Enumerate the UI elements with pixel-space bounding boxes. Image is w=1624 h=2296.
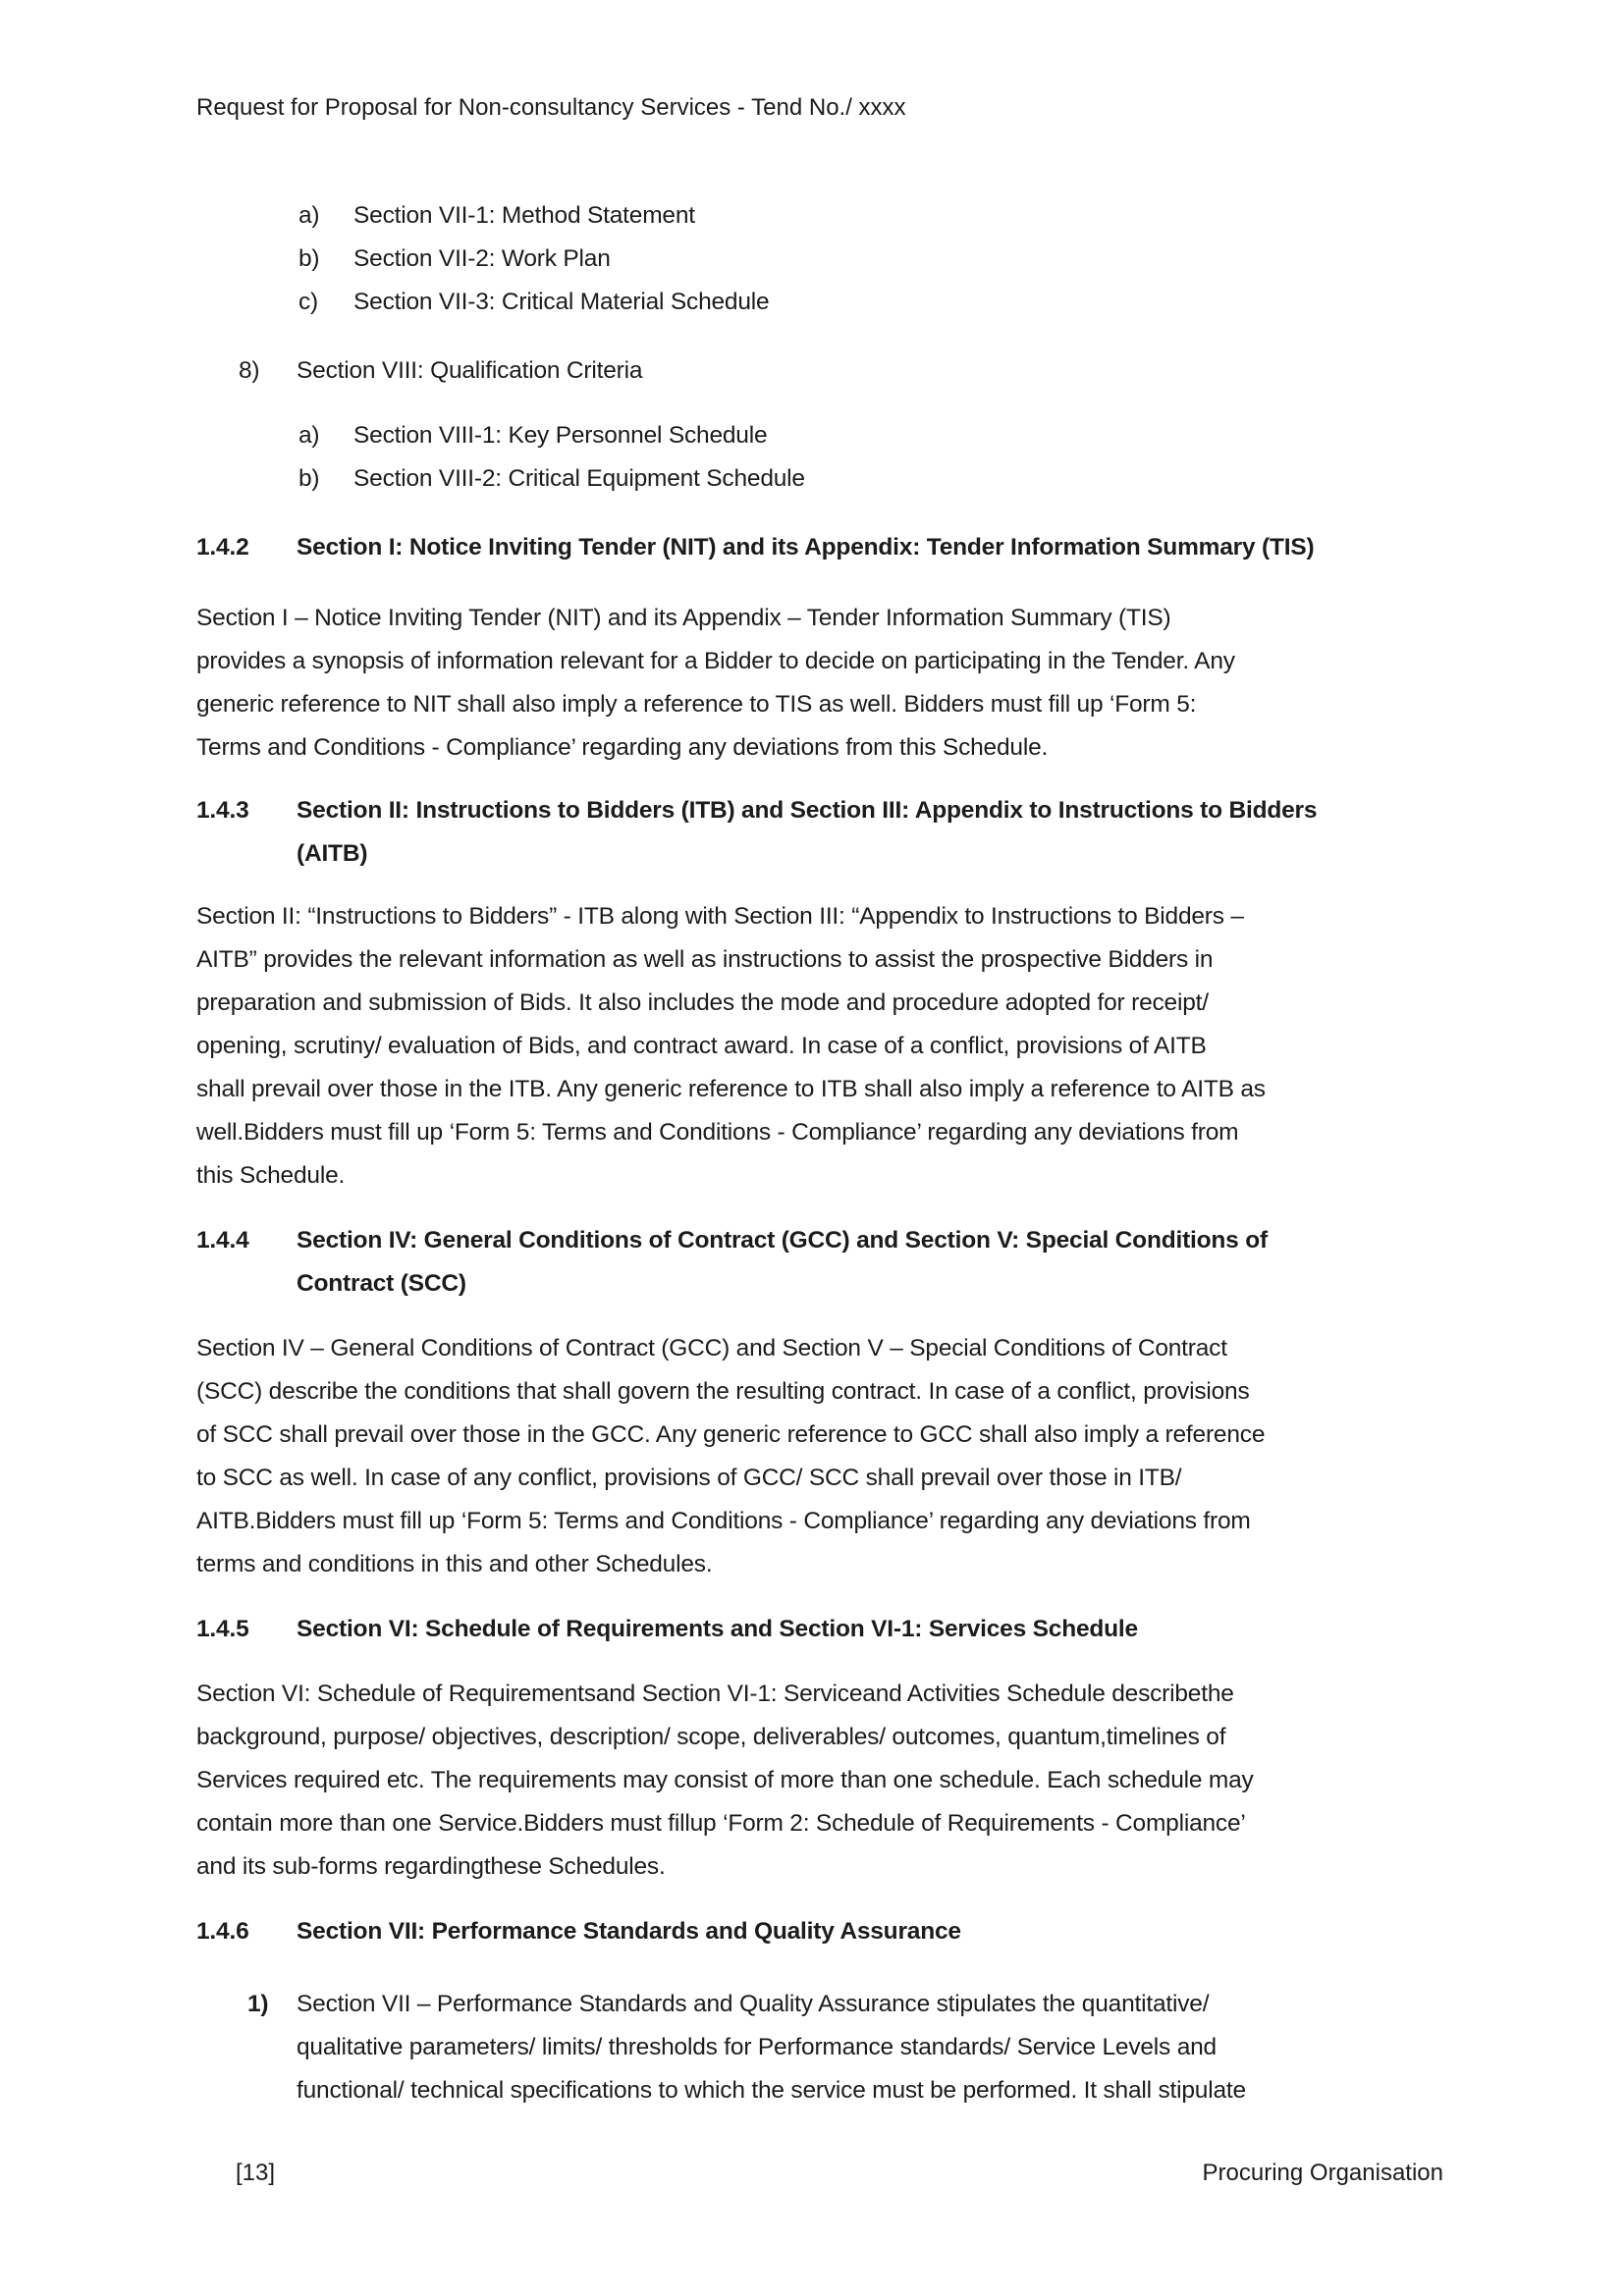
- list-item-label: c): [298, 289, 319, 315]
- section-title: Section IV: General Conditions of Contract (GCC) and Section V: Special Conditions of Contract (SCC): [297, 1227, 1268, 1297]
- section-vii-sublist: [196, 194, 1443, 324]
- section-heading-1-4-4: [196, 1219, 1443, 1306]
- section-paragraph-1-4-5: Section VI: Schedule of Requirementsand Section VI-1: Serviceand Activities Schedule describethe background, purpose/ objectives, description/ scope, deliverables/ outcomes, quantum,timelines of Services required etc. The requirements may consist of more than one schedule. Each schedule may contain more than one Service.Bidders must fillup ‘Form 2: Schedule of Requirements - Compliance’ and its sub-forms regardingthese Schedules.: [196, 1681, 1254, 1880]
- list-item-text: Section VIII-2: Critical Equipment Schedule: [353, 465, 805, 492]
- page-header: [0, 0, 1624, 126]
- document-body: [0, 194, 1624, 2112]
- list-item-label: a): [298, 202, 320, 229]
- section-number: 1.4.5: [196, 1616, 249, 1642]
- section-paragraph-1-4-4: Section IV – General Conditions of Contract (GCC) and Section V – Special Conditions of Contract (SCC) describe the conditions that shall govern the resulting contract. In case of a conflict, provisions of SCC shall prevail over those in the GCC. Any generic reference to GCC shall also imply a reference to SCC as well. In case of any conflict, provisions of GCC/ SCC shall prevail over those in ITB/ AITB.Bidders must fill up ‘Form 5: Terms and Conditions - Compliance’ regarding any deviations from terms and conditions in this and other Schedules.: [196, 1335, 1266, 1577]
- list-item-label: a): [298, 422, 320, 449]
- numbered-item-label: 1): [247, 1991, 269, 2017]
- section-number: 1.4.2: [196, 534, 249, 561]
- page-footer: [236, 2158, 1443, 2189]
- section-heading-1-4-6: [196, 1910, 1443, 1953]
- section-heading-1-4-5: [196, 1608, 1443, 1651]
- section-title: Section VI: Schedule of Requirements and Section VI-1: Services Schedule: [297, 1616, 1138, 1642]
- list-item-text: Section VII-3: Critical Material Schedule: [353, 289, 770, 315]
- section-title: Section VII: Performance Standards and Quality Assurance: [297, 1918, 961, 1945]
- numbered-item-1: [196, 1983, 1443, 2112]
- list-item-label: 8): [239, 357, 260, 384]
- section-number: 1.4.4: [196, 1227, 249, 1254]
- footer-organisation-label: Procuring Organisation: [1202, 2160, 1443, 2186]
- section-paragraph-1-4-2: Section I – Notice Inviting Tender (NIT) and its Appendix – Tender Information Summary (TIS) provides a synopsis of information relevant for a Bidder to decide on participating in the Tender. Any generic reference to NIT shall also imply a reference to TIS as well. Bidders must fill up ‘Form 5: Terms and Conditions - Compliance’ regarding any deviations from this Schedule.: [196, 605, 1235, 761]
- section-title: Section II: Instructions to Bidders (ITB) and Section III: Appendix to Instructions to Bidders (AITB): [297, 797, 1318, 867]
- list-item: [196, 238, 1443, 281]
- header-title: Request for Proposal for Non-consultancy Services - Tend No./ xxxx: [196, 94, 906, 121]
- list-item: [196, 457, 1443, 501]
- numbered-item-text: Section VII – Performance Standards and Quality Assurance stipulates the quantitative/ qualitative parameters/ limits/ thresholds for Performance standards/ Service Levels and functional/ technical specifications to which the service must be performed. It shall stipulate: [297, 1991, 1246, 2104]
- list-item-text: Section VIII: Qualification Criteria: [297, 357, 643, 384]
- section-heading-1-4-2: [196, 526, 1443, 569]
- section-viii-sublist: [196, 414, 1443, 501]
- section-number: 1.4.3: [196, 797, 249, 824]
- section-number: 1.4.6: [196, 1918, 249, 1945]
- section-title: Section I: Notice Inviting Tender (NIT) and its Appendix: Tender Information Summary (TIS): [297, 534, 1315, 561]
- list-item: [196, 281, 1443, 324]
- list-item-text: Section VIII-1: Key Personnel Schedule: [353, 422, 768, 449]
- outline-item-8: [196, 349, 1443, 393]
- list-item: [196, 414, 1443, 457]
- list-item-text: Section VII-2: Work Plan: [353, 245, 611, 272]
- section-paragraph-1-4-3: Section II: “Instructions to Bidders” - ITB along with Section III: “Appendix to Instructions to Bidders – AITB” provides the relevant information as well as instructions to assist the prospective Bidders in preparation and submission of Bids. It also includes the mode and procedure adopted for receipt/ opening, scrutiny/ evaluation of Bids, and contract award. In case of a conflict, provisions of AITB shall prevail over those in the ITB. Any generic reference to ITB shall also imply a reference to AITB as well.Bidders must fill up ‘Form 5: Terms and Conditions - Compliance’ regarding any deviations from this Schedule.: [196, 903, 1266, 1189]
- list-item-label: b): [298, 245, 320, 272]
- page-number: [13]: [236, 2160, 276, 2186]
- list-item-label: b): [298, 465, 320, 492]
- list-item: [196, 194, 1443, 238]
- list-item-text: Section VII-1: Method Statement: [353, 202, 695, 229]
- section-heading-1-4-3: [196, 789, 1443, 876]
